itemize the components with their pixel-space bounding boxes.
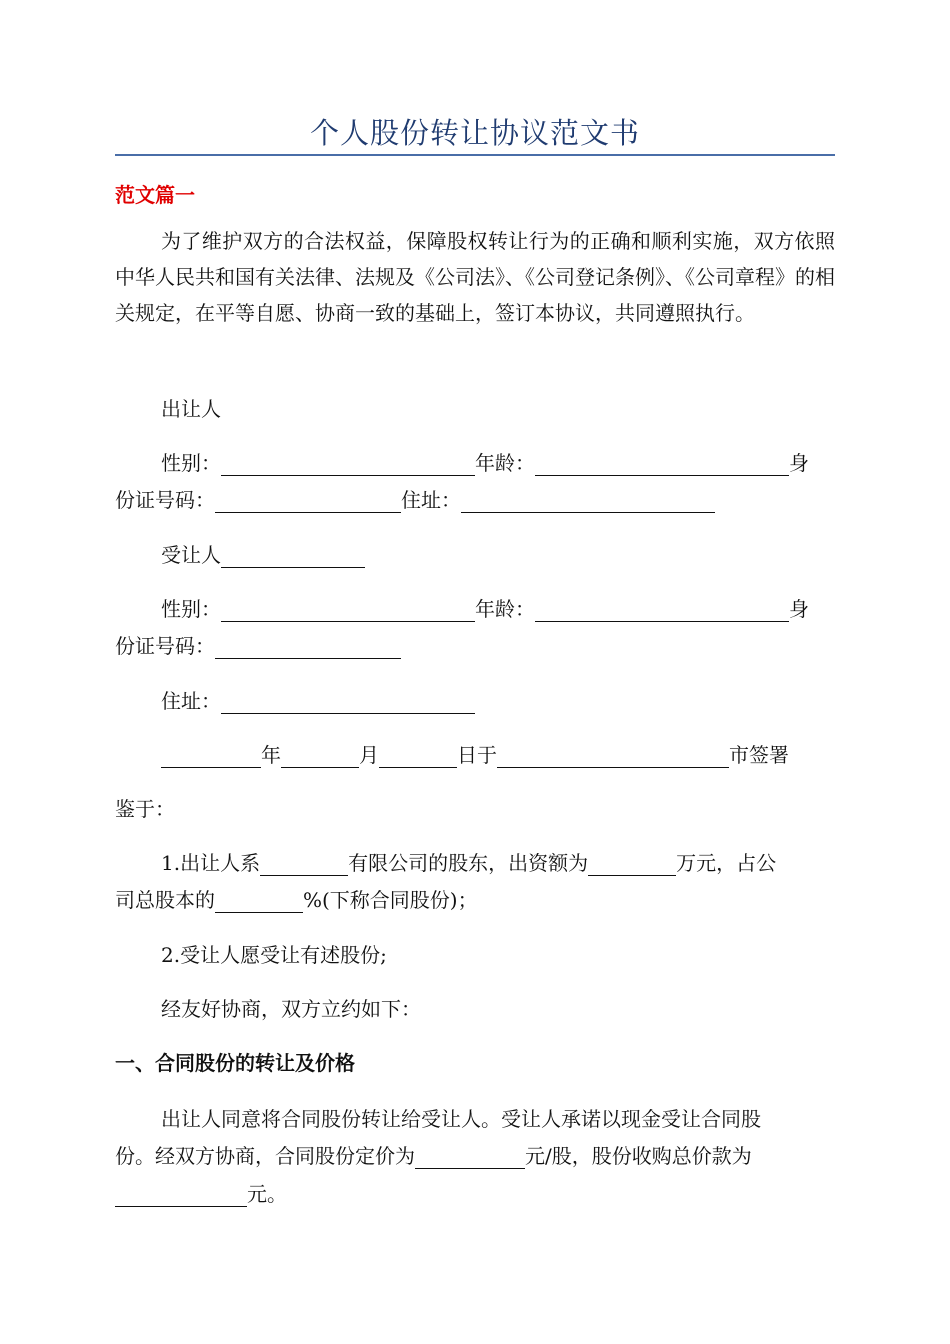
day-blank[interactable] [379, 741, 457, 768]
transferor-address-label: 住址： [401, 488, 461, 512]
transferee-address-label: 住址： [161, 689, 221, 713]
transferee-address-row [115, 683, 881, 719]
item1-text-b: 有限公司的股东，出资额为 [348, 851, 589, 875]
whereas-label: 鉴于： [115, 797, 175, 821]
clause1-line2 [115, 1138, 835, 1174]
month-blank[interactable] [281, 741, 359, 768]
transferor-gender-blank[interactable] [221, 449, 475, 476]
transferee-age-label: 年龄： [475, 597, 535, 621]
transferor-id-label-a: 身 [789, 451, 809, 475]
city-label: 市签署 [729, 743, 789, 767]
transferor-label: 出让人 [161, 397, 221, 421]
item1-line2 [115, 882, 835, 918]
capital-blank[interactable] [588, 849, 676, 876]
transferee-row [115, 537, 881, 573]
item1-line1 [115, 845, 881, 881]
document-title: 个人股份转让协议范文书 [309, 116, 640, 150]
transferee-id-label-a: 身 [789, 597, 809, 621]
city-blank[interactable] [497, 741, 729, 768]
agreement-line: 经友好协商，双方立约如下： [161, 997, 421, 1021]
clause1-text-b: 份。经双方协商，合同股份定价为 [115, 1144, 415, 1168]
transferor-gender-label: 性别： [161, 451, 221, 475]
price-per-share-blank[interactable] [415, 1142, 525, 1169]
clause1-line3 [115, 1176, 835, 1212]
month-label: 月 [359, 743, 379, 767]
transferor-id-label-b: 份证号码： [115, 488, 215, 512]
item2: 2.受让人愿受让有述股份; [161, 943, 387, 967]
transferee-address-blank[interactable] [221, 687, 475, 714]
item1-text-d: 司总股本的 [115, 888, 215, 912]
transferee-gender-blank[interactable] [221, 595, 475, 622]
transferor-age-label: 年龄： [475, 451, 535, 475]
item1-text-c: 万元，占公 [676, 851, 777, 875]
transferee-gender-label: 性别： [161, 597, 221, 621]
title-underline [115, 154, 835, 156]
signing-date-row [115, 737, 881, 773]
transferor-id-address-row [115, 482, 835, 518]
clause1-text-d: 元。 [247, 1182, 287, 1206]
item1-text-e: %(下称合同股份)； [303, 888, 478, 912]
transferor-gender-age-row [115, 445, 881, 481]
company-name-blank[interactable] [260, 849, 348, 876]
share-percent-blank[interactable] [215, 886, 303, 913]
intro-paragraph: 为了维护双方的合法权益，保障股权转让行为的正确和顺利实施，双方依照中华人民共和国有关法律、法规及《公司法》、《公司登记条例》、《公司章程》的相关规定，在平等自愿、协商一致的基础上，签订本协议，共同遵照执行。 [115, 229, 835, 325]
clause1-line1: 出让人同意将合同股份转让给受让人。受让人承诺以现金受让合同股 [161, 1107, 761, 1131]
transferee-name-blank[interactable] [221, 541, 365, 568]
section-heading-2: 一、合同股份的转让及价格 [115, 1051, 355, 1075]
year-blank[interactable] [161, 741, 261, 768]
transferee-gender-age-row [115, 591, 881, 627]
transferee-id-blank[interactable] [215, 632, 401, 659]
transferor-address-blank[interactable] [461, 486, 715, 513]
transferee-age-blank[interactable] [535, 595, 789, 622]
item1-text-a: 1.出让人系 [161, 851, 261, 875]
clause1-text-c: 元/股，股份收购总价款为 [525, 1144, 752, 1168]
transferor-id-blank[interactable] [215, 486, 401, 513]
transferee-label: 受让人 [161, 543, 221, 567]
transferee-id-label-b: 份证号码： [115, 634, 215, 658]
year-label: 年 [261, 743, 281, 767]
section-heading-1: 范文篇一 [115, 183, 195, 207]
total-price-blank[interactable] [115, 1180, 247, 1207]
day-label: 日于 [457, 743, 497, 767]
transferor-age-blank[interactable] [535, 449, 789, 476]
transferee-id-row [115, 628, 835, 664]
